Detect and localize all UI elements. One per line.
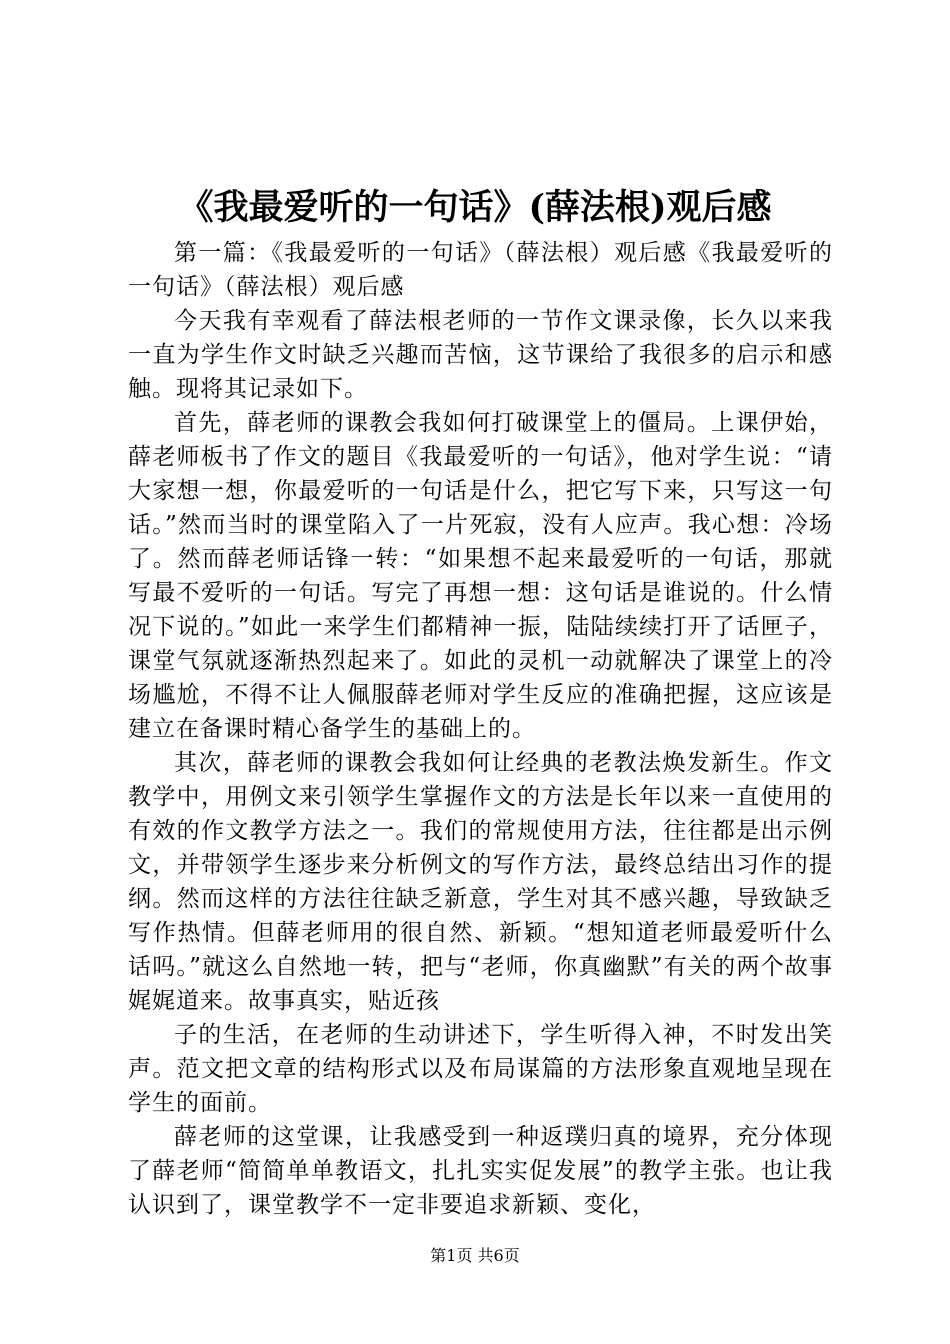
document-body	[128, 236, 833, 1222]
paragraph: 其次，薛老师的课教会我如何让经典的老教法焕发新生。作文教学中，用例文来引领学生掌握作文的方法是长年以来一直使用的有效的作文教学方法之一。我们的常规使用方法，往往都是出示例文，并带领学生逐步来分析例文的写作方法，最终总结出习作的提纲。然而这样的方法往往缺乏新意，学生对其不感兴趣，导致缺乏写作热情。但薛老师用的很自然、新颖。“想知道老师最爱听什么话吗。”就这么自然地一转，把与“老师，你真幽默”有关的两个故事娓娓道来。故事真实，贴近孩	[128, 750, 833, 1014]
paragraph: 薛老师的这堂课，让我感受到一种返璞归真的境界，充分体现了薛老师“简简单单教语文，扎扎实实促发展”的教学主张。也让我认识到了，课堂教学不一定非要追求新颖、变化，	[128, 1124, 833, 1218]
paragraph: 今天我有幸观看了薛法根老师的一节作文课录像，长久以来我一直为学生作文时缺乏兴趣而苦恼，这节课给了我很多的启示和感触。现将其记录如下。	[128, 308, 833, 402]
paragraph: 子的生活，在老师的生动讲述下，学生听得入神，不时发出笑声。范文把文章的结构形式以及布局谋篇的方法形象直观地呈现在学生的面前。	[128, 1022, 833, 1116]
paragraph: 首先，薛老师的课教会我如何打破课堂上的僵局。上课伊始，薛老师板书了作文的题目《我最爱听的一句话》，他对学生说：“请大家想一想，你最爱听的一句话是什么，把它写下来，只写这一句话。”然而当时的课堂陷入了一片死寂，没有人应声。我心想：冷场了。然而薛老师话锋一转：“如果想不起来最爱听的一句话，那就写最不爱听的一句话。写完了再想一想：这句话是谁说的。什么情况下说的。”如此一来学生们都精神一振，陆陆续续打开了话匣子，课堂气氛就逐渐热烈起来了。如此的灵机一动就解决了课堂上的冷场尴尬，不得不让人佩服薛老师对学生反应的准确把握，这应该是建立在备课时精心备学生的基础上的。	[128, 410, 833, 742]
page-number-footer: 第1页 共6页	[430, 1246, 520, 1265]
paragraph: 第一篇：《我最爱听的一句话》（薛法根）观后感《我最爱听的一句话》（薛法根）观后感	[128, 240, 833, 300]
document-title: 《我最爱听的一句话》(薛法根)观后感	[178, 187, 772, 228]
